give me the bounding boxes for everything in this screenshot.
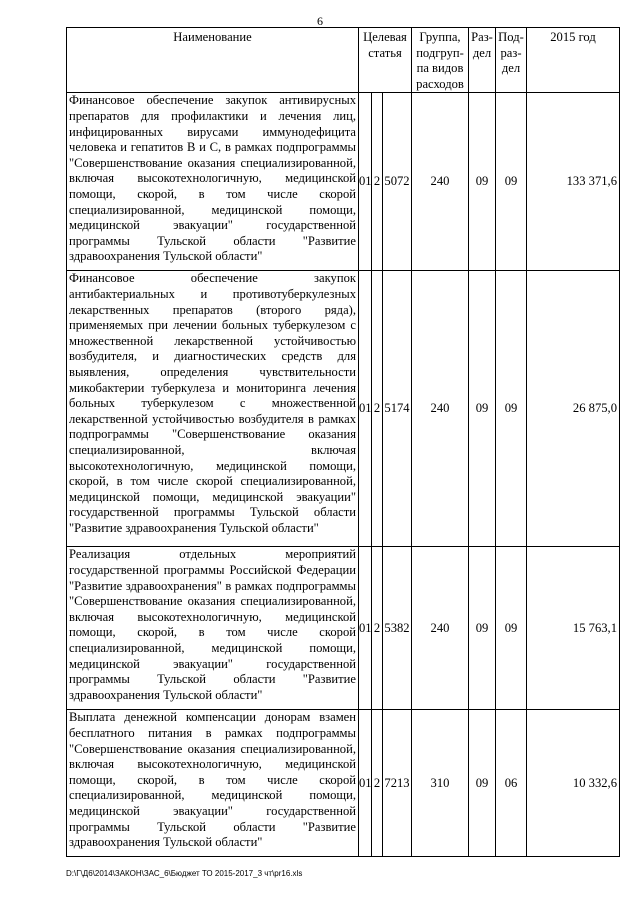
row-code-1: 01 xyxy=(359,547,372,710)
row-name: Реализация отдельных мероприятий государственной программы Российской Федерации "Развитие здравоохранения" в рамках подпрограммы "Совершенствование оказания специализированной, включая высокотехнологичную, медицинской помощи, скорой, в том числе скорой специализированной, медицинской помощи, медицинской эвакуации" государственной программы Тульской области "Развитие здравоохранения Тульской области" xyxy=(67,547,359,710)
row-section: 09 xyxy=(469,710,496,857)
row-section: 09 xyxy=(469,93,496,271)
header-subsection: Под-раз-дел xyxy=(496,28,527,93)
row-name: Финансовое обеспечение закупок антибактериальных и противотуберкулезных лекарственных препаратов (второго ряда), применяемых при лечении больных туберкулезом с множественной лекарственной устойчивостью возбудителя, и диагностических средств для выявления, определения чувствительности микобактерии туберкулеза и мониторинга лечения больных туберкулезом с множественной лекарственной устойчивостью возбудителя в рамках подпрограммы "Совершенствование оказания специализированной, включая высокотехнологичную, медицинской помощи, скорой, в том числе скорой специализированной, медицинской помощи, медицинской эвакуации" государственной программы Тульской области "Развитие здравоохранения Тульской области" xyxy=(67,271,359,547)
row-group: 310 xyxy=(412,710,469,857)
row-group: 240 xyxy=(412,547,469,710)
row-amount: 133 371,6 xyxy=(527,93,620,271)
header-name: Наименование xyxy=(67,28,359,93)
row-code-3: 5174 xyxy=(383,271,412,547)
row-code-1: 01 xyxy=(359,710,372,857)
row-section: 09 xyxy=(469,547,496,710)
row-code-3: 7213 xyxy=(383,710,412,857)
row-code-1: 01 xyxy=(359,93,372,271)
row-code-2: 2 xyxy=(372,710,383,857)
row-code-2: 2 xyxy=(372,547,383,710)
row-name: Выплата денежной компенсации донорам взамен бесплатного питания в рамках подпрограммы "Совершенствование оказания специализированной, включая высокотехнологичную, медицинской помощи, скорой, в том числе скорой специализированной, медицинской помощи, медицинской эвакуации" государственной программы Тульской области "Развитие здравоохранения Тульской области" xyxy=(67,710,359,857)
row-subsection: 09 xyxy=(496,547,527,710)
file-path-footer: D:\Г\Д6\2014\ЗАКОН\ЗАС_6\Бюджет ТО 2015-2017_3 чт\pr16.xls xyxy=(66,869,303,878)
header-group: Группа, подгруп-па видов расходов xyxy=(412,28,469,93)
row-section: 09 xyxy=(469,271,496,547)
page-number: 6 xyxy=(317,14,323,28)
row-subsection: 06 xyxy=(496,710,527,857)
row-code-1: 01 xyxy=(359,271,372,547)
row-code-2: 2 xyxy=(372,271,383,547)
table-row xyxy=(67,271,620,547)
header-year: 2015 год xyxy=(527,28,620,93)
row-code-2: 2 xyxy=(372,93,383,271)
row-group: 240 xyxy=(412,271,469,547)
header-row xyxy=(67,28,620,93)
row-amount: 15 763,1 xyxy=(527,547,620,710)
table-row xyxy=(67,93,620,271)
budget-table xyxy=(66,27,620,857)
row-subsection: 09 xyxy=(496,271,527,547)
header-section: Раз-дел xyxy=(469,28,496,93)
row-subsection: 09 xyxy=(496,93,527,271)
row-group: 240 xyxy=(412,93,469,271)
row-amount: 10 332,6 xyxy=(527,710,620,857)
table-row xyxy=(67,547,620,710)
row-name: Финансовое обеспечение закупок антивирусных препаратов для профилактики и лечения лиц, инфицированных вирусами иммунодефицита человека и гепатитов В и С, в рамках подпрограммы "Совершенствование оказания специализированной, включая высокотехнологичную, медицинской помощи, скорой, в том числе скорой специализированной, медицинской помощи, медицинской эвакуации" государственной программы Тульской области "Развитие здравоохранения Тульской области" xyxy=(67,93,359,271)
header-target-article: Целевая статья xyxy=(359,28,412,93)
row-code-3: 5382 xyxy=(383,547,412,710)
row-code-3: 5072 xyxy=(383,93,412,271)
table-row xyxy=(67,710,620,857)
row-amount: 26 875,0 xyxy=(527,271,620,547)
